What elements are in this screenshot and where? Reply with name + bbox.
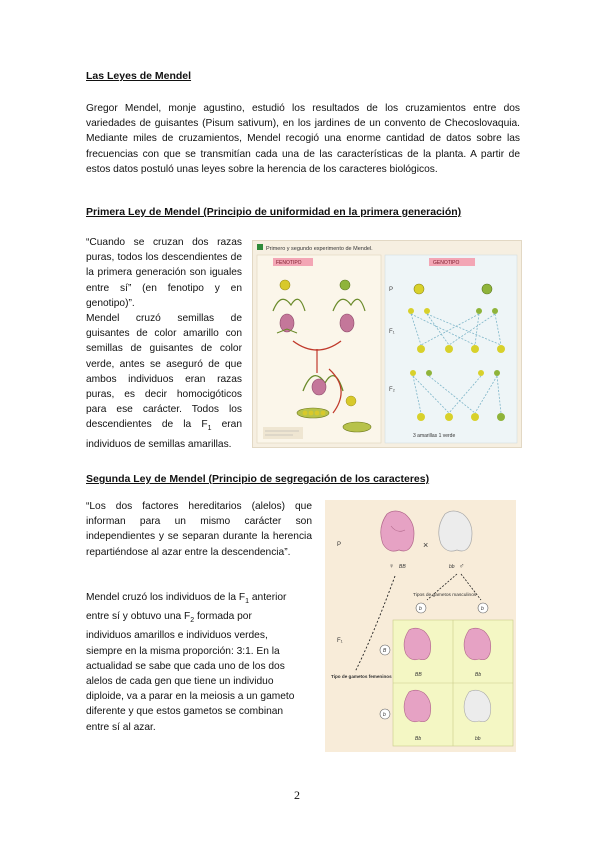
- female-symbol: ♀: [389, 563, 395, 570]
- body-line: diferente y que estos gametos se combinan: [86, 706, 284, 718]
- f2-counts: 3 amarillas 1 verde: [413, 433, 456, 439]
- primera-ley-body-sub: 1: [207, 425, 212, 433]
- segregation-figure: [325, 500, 516, 752]
- cross-symbol: ×: [423, 540, 429, 550]
- label-f2-generation: F₂: [389, 387, 395, 393]
- segunda-ley-body: [86, 590, 312, 735]
- body-line: individuos amarillos e individuos verdes,: [86, 630, 268, 642]
- genotype-female: BB: [399, 564, 406, 570]
- primera-ley-body-pre: Mendel cruzó semillas de guisantes de color amarillo con semillas de guisantes de color verde, antes se aseguró de que ambos individuos eran razas puras, es decir homocigóticos para ese carácter. Todos los descendientes de la F: [86, 313, 242, 431]
- label-f1: F₁: [337, 638, 343, 644]
- cell-genotype: BB: [415, 672, 422, 678]
- female-gametes-label: Tipo de gametos femeninos: [331, 674, 392, 679]
- body-line-text: formada por: [194, 611, 252, 623]
- label-fenotipo: FENOTIPO: [276, 260, 302, 266]
- label-p: P: [337, 542, 342, 548]
- segregation-illustration: [325, 500, 516, 752]
- gamete-female-b-2: b: [383, 712, 386, 718]
- body-line-sub: 1: [245, 598, 250, 606]
- cell-genotype: Bb: [475, 672, 482, 678]
- body-line: entre sí al azar.: [86, 721, 156, 733]
- mendel-experiments-figure: [252, 240, 522, 448]
- body-line: alelos de cada gen que tiene un individuo: [86, 676, 274, 688]
- label-p-generation: P: [389, 287, 394, 293]
- gamete-female-B-1: B: [383, 648, 387, 654]
- body-line-text: Mendel cruzó los individuos de la F: [86, 592, 246, 603]
- section-heading-leyes: Las Leyes de Mendel: [86, 70, 192, 82]
- body-line-text: anterior: [249, 592, 287, 603]
- cell-genotype: Bb: [415, 736, 422, 742]
- male-symbol: ♂: [459, 563, 465, 570]
- gamete-male-b-2: b: [481, 606, 484, 612]
- page-number: 2: [294, 788, 300, 802]
- mendel-experiments-illustration: [253, 241, 521, 447]
- body-line: siempre en la misma proporción: 3:1. En la: [86, 645, 280, 657]
- primera-ley-body-post: eran individuos de semillas amarillas.: [86, 419, 242, 450]
- genotype-male: bb: [449, 564, 455, 570]
- gamete-male-b-1: b: [419, 606, 422, 612]
- intro-paragraph: Gregor Mendel, monje agustino, estudió los resultados de los cruzamientos entre dos variedades de guisantes (Pisum sativum), en los jardines de un convento de Checoslovaquia. Mediante miles de cruzamientos, Mendel recogió una enorme cantidad de datos sobre las frecuencias con que se transmitían cada una de las características de la planta. A partir de estos datos postuló unas leyes sobre la herencia de los caracteres biológicos.: [86, 103, 520, 175]
- segunda-ley-quote: “Los dos factores hereditarios (alelos) que informan para un mismo carácter son independientes y se separan durante la herencia repartiéndose al azar entre la descendencia”.: [86, 501, 312, 558]
- body-line: [86, 590, 312, 609]
- body-line-sub: 2: [190, 617, 195, 625]
- body-line-text: entre sí y obtuvo una F: [86, 611, 191, 623]
- figure1-title: Primero y segundo experimento de Mendel.: [266, 246, 373, 252]
- cell-genotype: bb: [475, 736, 481, 742]
- gamete-type-male-title: Tipos de gametos masculinos: [413, 593, 477, 598]
- body-line: actualidad se sabe que cada uno de los dos: [86, 660, 285, 672]
- body-line: diploide, va a parar en la meiosis a un gameto: [86, 691, 295, 703]
- label-genotipo: GENOTIPO: [433, 260, 460, 266]
- section-heading-primera-ley: Primera Ley de Mendel (Principio de uniformidad en la primera generación): [86, 206, 462, 218]
- body-line: [86, 609, 312, 628]
- primera-ley-quote: “Cuando se cruzan dos razas puras, todos los descendientes de la primera generación son iguales entre sí” (en fenotipo y en genotipo)”.: [86, 237, 242, 309]
- label-f1-generation: F₁: [389, 329, 395, 335]
- primera-ley-body: [86, 311, 242, 452]
- section-heading-segunda-ley: Segunda Ley de Mendel (Principio de segregación de los caracteres): [86, 473, 430, 485]
